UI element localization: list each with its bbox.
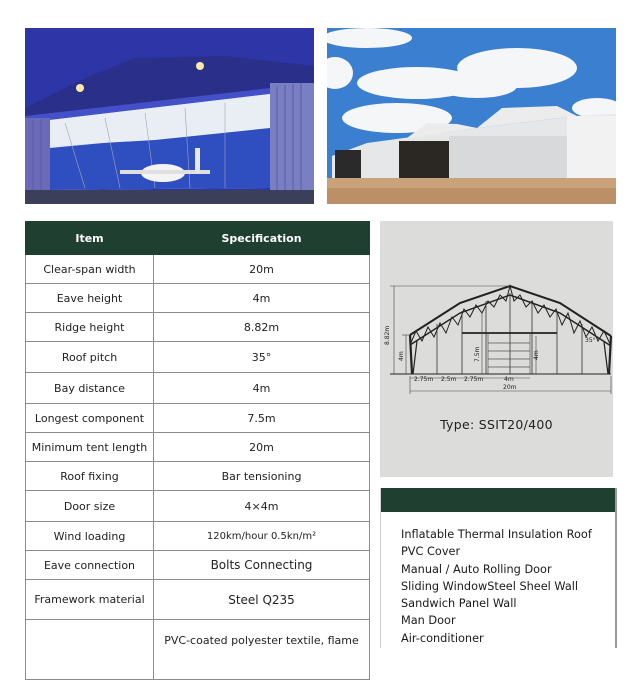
header-item: Item bbox=[26, 222, 154, 255]
door-side-height-label: 4m bbox=[533, 350, 540, 360]
table-row bbox=[26, 255, 370, 284]
dimension-label-2: 2.5m bbox=[441, 376, 457, 383]
row-item: Eave height bbox=[26, 284, 154, 313]
table-row bbox=[26, 313, 370, 342]
row-value: Bolts Connecting bbox=[154, 551, 370, 580]
hangar-daytime-illustration bbox=[327, 28, 616, 204]
structure-diagram-panel bbox=[380, 221, 613, 477]
table-row bbox=[26, 284, 370, 313]
options-header-bar bbox=[381, 488, 615, 512]
row-item: Ridge height bbox=[26, 313, 154, 342]
row-item: Door size bbox=[26, 491, 154, 522]
table-row bbox=[26, 433, 370, 462]
dimension-label-3: 2.75m bbox=[464, 376, 484, 383]
row-value: 8.82m bbox=[154, 313, 370, 342]
row-value: 20m bbox=[154, 255, 370, 284]
table-header-row bbox=[26, 222, 370, 255]
option-item: Manual / Auto Rolling Door bbox=[401, 562, 552, 576]
table-row bbox=[26, 462, 370, 491]
specification-table bbox=[25, 221, 370, 680]
option-item: Air-conditioner bbox=[401, 631, 484, 645]
row-value: 120km/hour 0.5kn/m² bbox=[154, 522, 370, 551]
table-row bbox=[26, 373, 370, 404]
dimension-label-1: 2.75m bbox=[414, 376, 434, 383]
row-value: PVC-coated polyester textile, flame bbox=[154, 620, 370, 680]
hangar-daytime-photo bbox=[327, 28, 616, 204]
row-item: Clear-span width bbox=[26, 255, 154, 284]
eave-height-label: 4m bbox=[398, 351, 405, 361]
row-value: 4m bbox=[154, 284, 370, 313]
table-row bbox=[26, 491, 370, 522]
option-item: Inflatable Thermal Insulation Roof bbox=[401, 528, 592, 541]
table-row bbox=[26, 522, 370, 551]
options-panel bbox=[380, 488, 617, 648]
table-row bbox=[26, 580, 370, 620]
row-item: Wind loading bbox=[26, 522, 154, 551]
row-value: 20m bbox=[154, 433, 370, 462]
option-item: Man Door bbox=[401, 614, 456, 628]
span-label: 20m bbox=[503, 384, 517, 391]
row-value: 35° bbox=[154, 342, 370, 373]
table-row bbox=[26, 342, 370, 373]
hangar-night-photo bbox=[25, 28, 314, 204]
frame-cross-section-diagram bbox=[380, 221, 613, 411]
door-height-label: 7.5m bbox=[474, 346, 481, 362]
option-item: Sandwich Panel Wall bbox=[401, 597, 517, 611]
options-list bbox=[381, 512, 615, 647]
option-item: PVC Cover bbox=[401, 545, 461, 559]
row-item: Eave connection bbox=[26, 551, 154, 580]
roof-pitch-label: 35° bbox=[585, 337, 596, 344]
row-value: 4m bbox=[154, 373, 370, 404]
row-item: Bay distance bbox=[26, 373, 154, 404]
row-value: 4×4m bbox=[154, 491, 370, 522]
row-item: Framework material bbox=[26, 580, 154, 620]
hangar-night-illustration bbox=[25, 28, 314, 204]
row-item: Minimum tent length bbox=[26, 433, 154, 462]
row-value: Bar tensioning bbox=[154, 462, 370, 491]
option-item: Sliding WindowSteel Sheel Wall bbox=[401, 579, 579, 593]
table-row bbox=[26, 620, 370, 680]
ridge-height-label: 8.82m bbox=[384, 325, 391, 345]
table-row bbox=[26, 551, 370, 580]
model-type-label: Type: SSIT20/400 bbox=[440, 417, 553, 432]
row-item: Longest component bbox=[26, 404, 154, 433]
row-item: Roof fixing bbox=[26, 462, 154, 491]
row-value: Steel Q235 bbox=[154, 580, 370, 620]
table-row bbox=[26, 404, 370, 433]
row-item: Roof pitch bbox=[26, 342, 154, 373]
row-item bbox=[26, 620, 154, 680]
row-value: 7.5m bbox=[154, 404, 370, 433]
door-width-label: 4m bbox=[504, 376, 514, 383]
header-specification: Specification bbox=[154, 222, 370, 255]
